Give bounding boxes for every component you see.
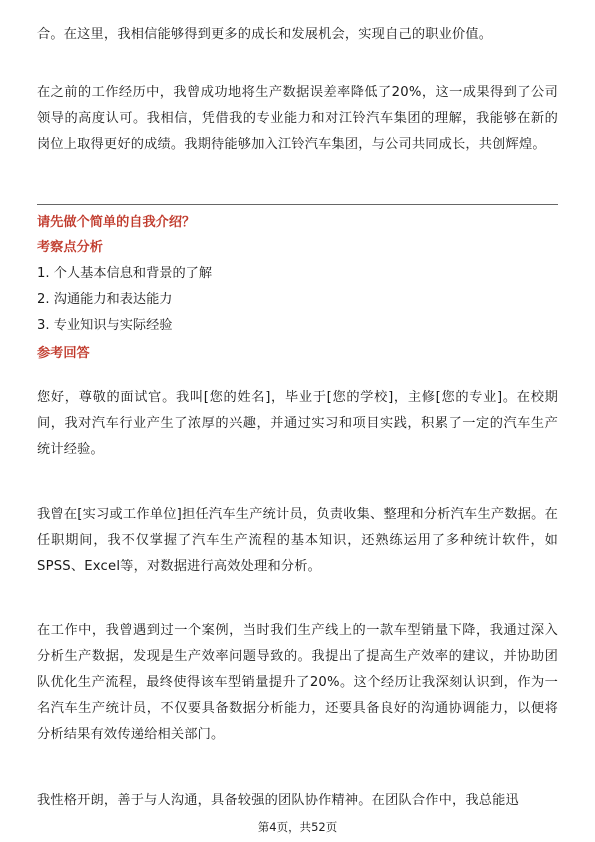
- paragraph-text: 在之前的工作经历中，我曾成功地将生产数据误差率降低了20%，这一成果得到了公司领导的高度认可。我相信，凭借我的专业能力和对江铃汽车集团的理解，我能够在新的岗位上取得更好的成绩。我期待能够加入江铃汽车集团，与公司共同成长，共创辉煌。: [37, 85, 558, 152]
- paragraph-text: 我性格开朗，善于与人沟通，具备较强的团队协作精神。在团队合作中，我总能迅: [37, 793, 519, 808]
- paragraph-text: 我曾在[实习或工作单位]担任汽车生产统计员，负责收集、整理和分析汽车生产数据。在任职期间，我不仅掌握了汽车生产流程的基本知识，还熟练运用了多种统计软件，如SPSS、Excel等，对数据进行高效处理和分析。: [37, 507, 558, 574]
- answer-paragraph-3: [37, 618, 558, 748]
- question-block: [37, 211, 558, 366]
- paragraph-text: 在工作中，我曾遇到过一个案例，当时我们生产线上的一款车型销量下降，我通过深入分析生产数据，发现是生产效率问题导致的。我提出了提高生产效率的建议，并协助团队优化生产流程，最终使得该车型销量提升了20%。这个经历让我深刻认识到，作为一名汽车生产统计员，不仅要具备数据分析能力，还要具备良好的沟通协调能力，以便将分析结果有效传递给相关部门。: [37, 623, 558, 742]
- question-title: 请先做个简单的自我介绍？: [37, 215, 196, 230]
- section-divider: [37, 204, 558, 205]
- paragraph-text: 您好，尊敬的面试官。我叫[您的姓名]，毕业于[您的学校]，主修[您的专业]。在校期间，我对汽车行业产生了浓厚的兴趣，并通过实习和项目实践，积累了一定的汽车生产统计经验。: [37, 390, 558, 457]
- list-item: 2. 沟通能力和表达能力: [37, 292, 173, 307]
- answer-paragraph-4: [37, 788, 558, 814]
- answer-paragraph-2: [37, 502, 558, 580]
- answer-heading: 参考回答: [37, 346, 90, 361]
- paragraph-text: 合。在这里，我相信能够得到更多的成长和发展机会，实现自己的职业价值。: [37, 27, 493, 42]
- experience-paragraph: [37, 80, 558, 158]
- page-footer: 第4页，共52页: [257, 820, 338, 834]
- continued-paragraph: [37, 22, 558, 48]
- list-item: 1. 个人基本信息和背景的了解: [37, 266, 213, 281]
- analysis-heading: 考察点分析: [37, 240, 103, 255]
- list-item: 3. 专业知识与实际经验: [37, 318, 173, 333]
- analysis-list: [37, 261, 558, 339]
- answer-paragraph-1: [37, 385, 558, 463]
